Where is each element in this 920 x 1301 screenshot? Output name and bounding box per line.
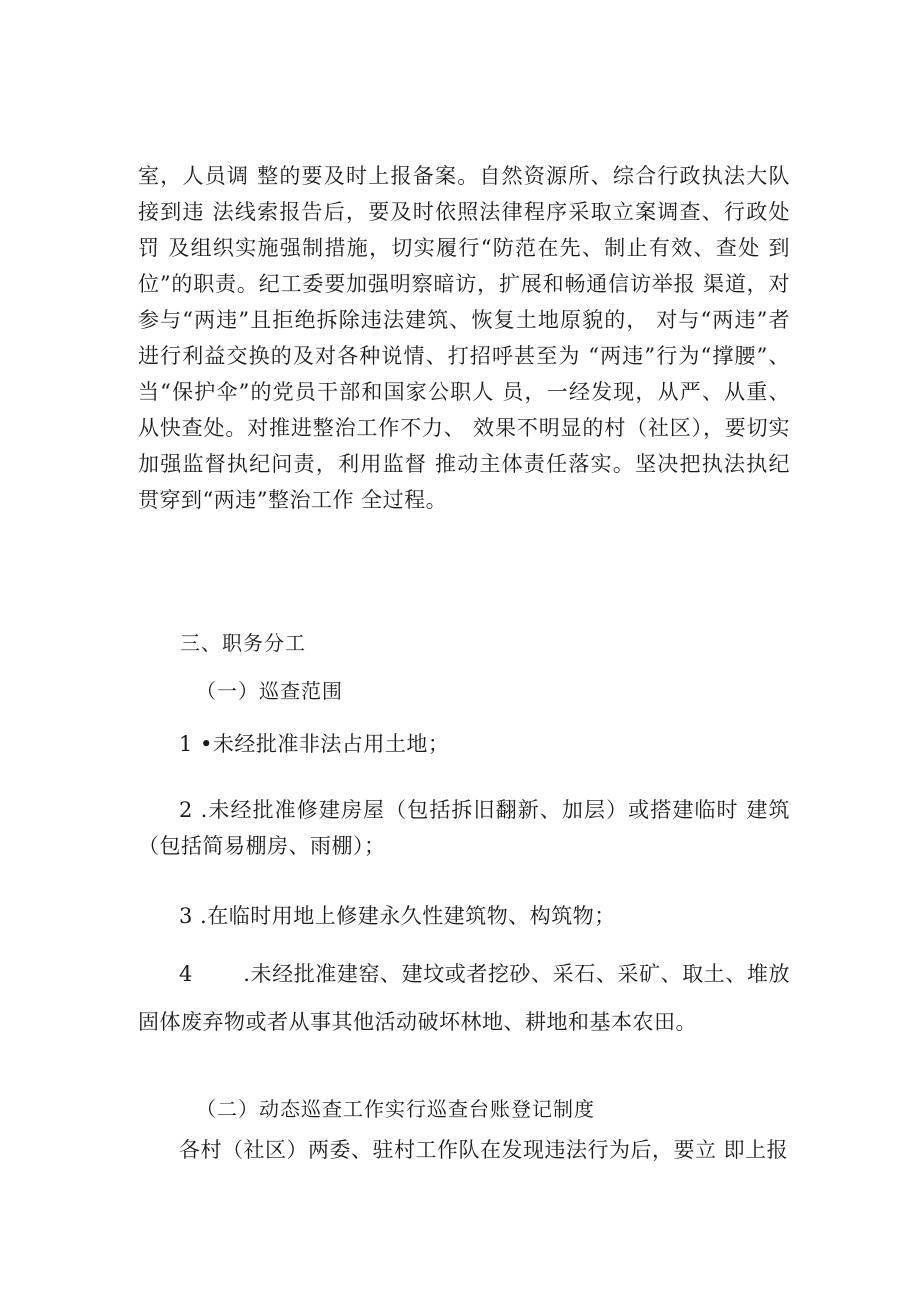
section-heading: 三、职务分工	[180, 631, 306, 655]
body-paragraph: 各村（社区）两委、驻村工作队在发现违法行为后，要立 即上报	[179, 1138, 789, 1162]
subsection-heading: （一）巡查范围	[196, 679, 343, 703]
list-item-3: 3 .在临时用地上修建永久性建筑物、构筑物；	[179, 904, 616, 928]
subsection-heading: （二）动态巡查工作实行巡查台账登记制度	[196, 1097, 595, 1121]
list-item-2: 2 .未经批准修建房屋（包括拆旧翻新、加层）或搭建临时 建筑（包括简易棚房、雨棚）；	[138, 798, 790, 858]
list-item-1: 1 •未经批准非法占用土地；	[179, 732, 450, 756]
list-item-4: 4 .未经批准建窑、建坟或者挖砂、采石、采矿、取土、堆放固体废弃物或者从事其他活动破坏林地、耕地和基本农田。	[138, 962, 790, 1034]
body-paragraph: 室，人员调 整的要及时上报备案。自然资源所、综合行政执法大队接到违 法线索报告后，要及时依照法律程序采取立案调查、行政处罚 及组织实施强制措施，切实履行“防范在先、制止有效、查处 到位”的职责。纪工委要加强明察暗访，扩展和畅通信访举报 渠道，对参与“两违”且拒绝拆除违法建筑、恢复土地原貌的， 对与“两违”者进行利益交换的及对各种说情、打招呼甚至为 “两违”行为“撑腰”、当“保护伞”的党员干部和国家公职人 员，一经发现，从严、从重、从快查处。对推进整治工作不力、 效果不明显的村（社区），要切实加强监督执纪问责，利用监督 推动主体责任落实。坚决把执法执纪贯穿到“两违”整治工作 全过程。	[138, 164, 790, 512]
